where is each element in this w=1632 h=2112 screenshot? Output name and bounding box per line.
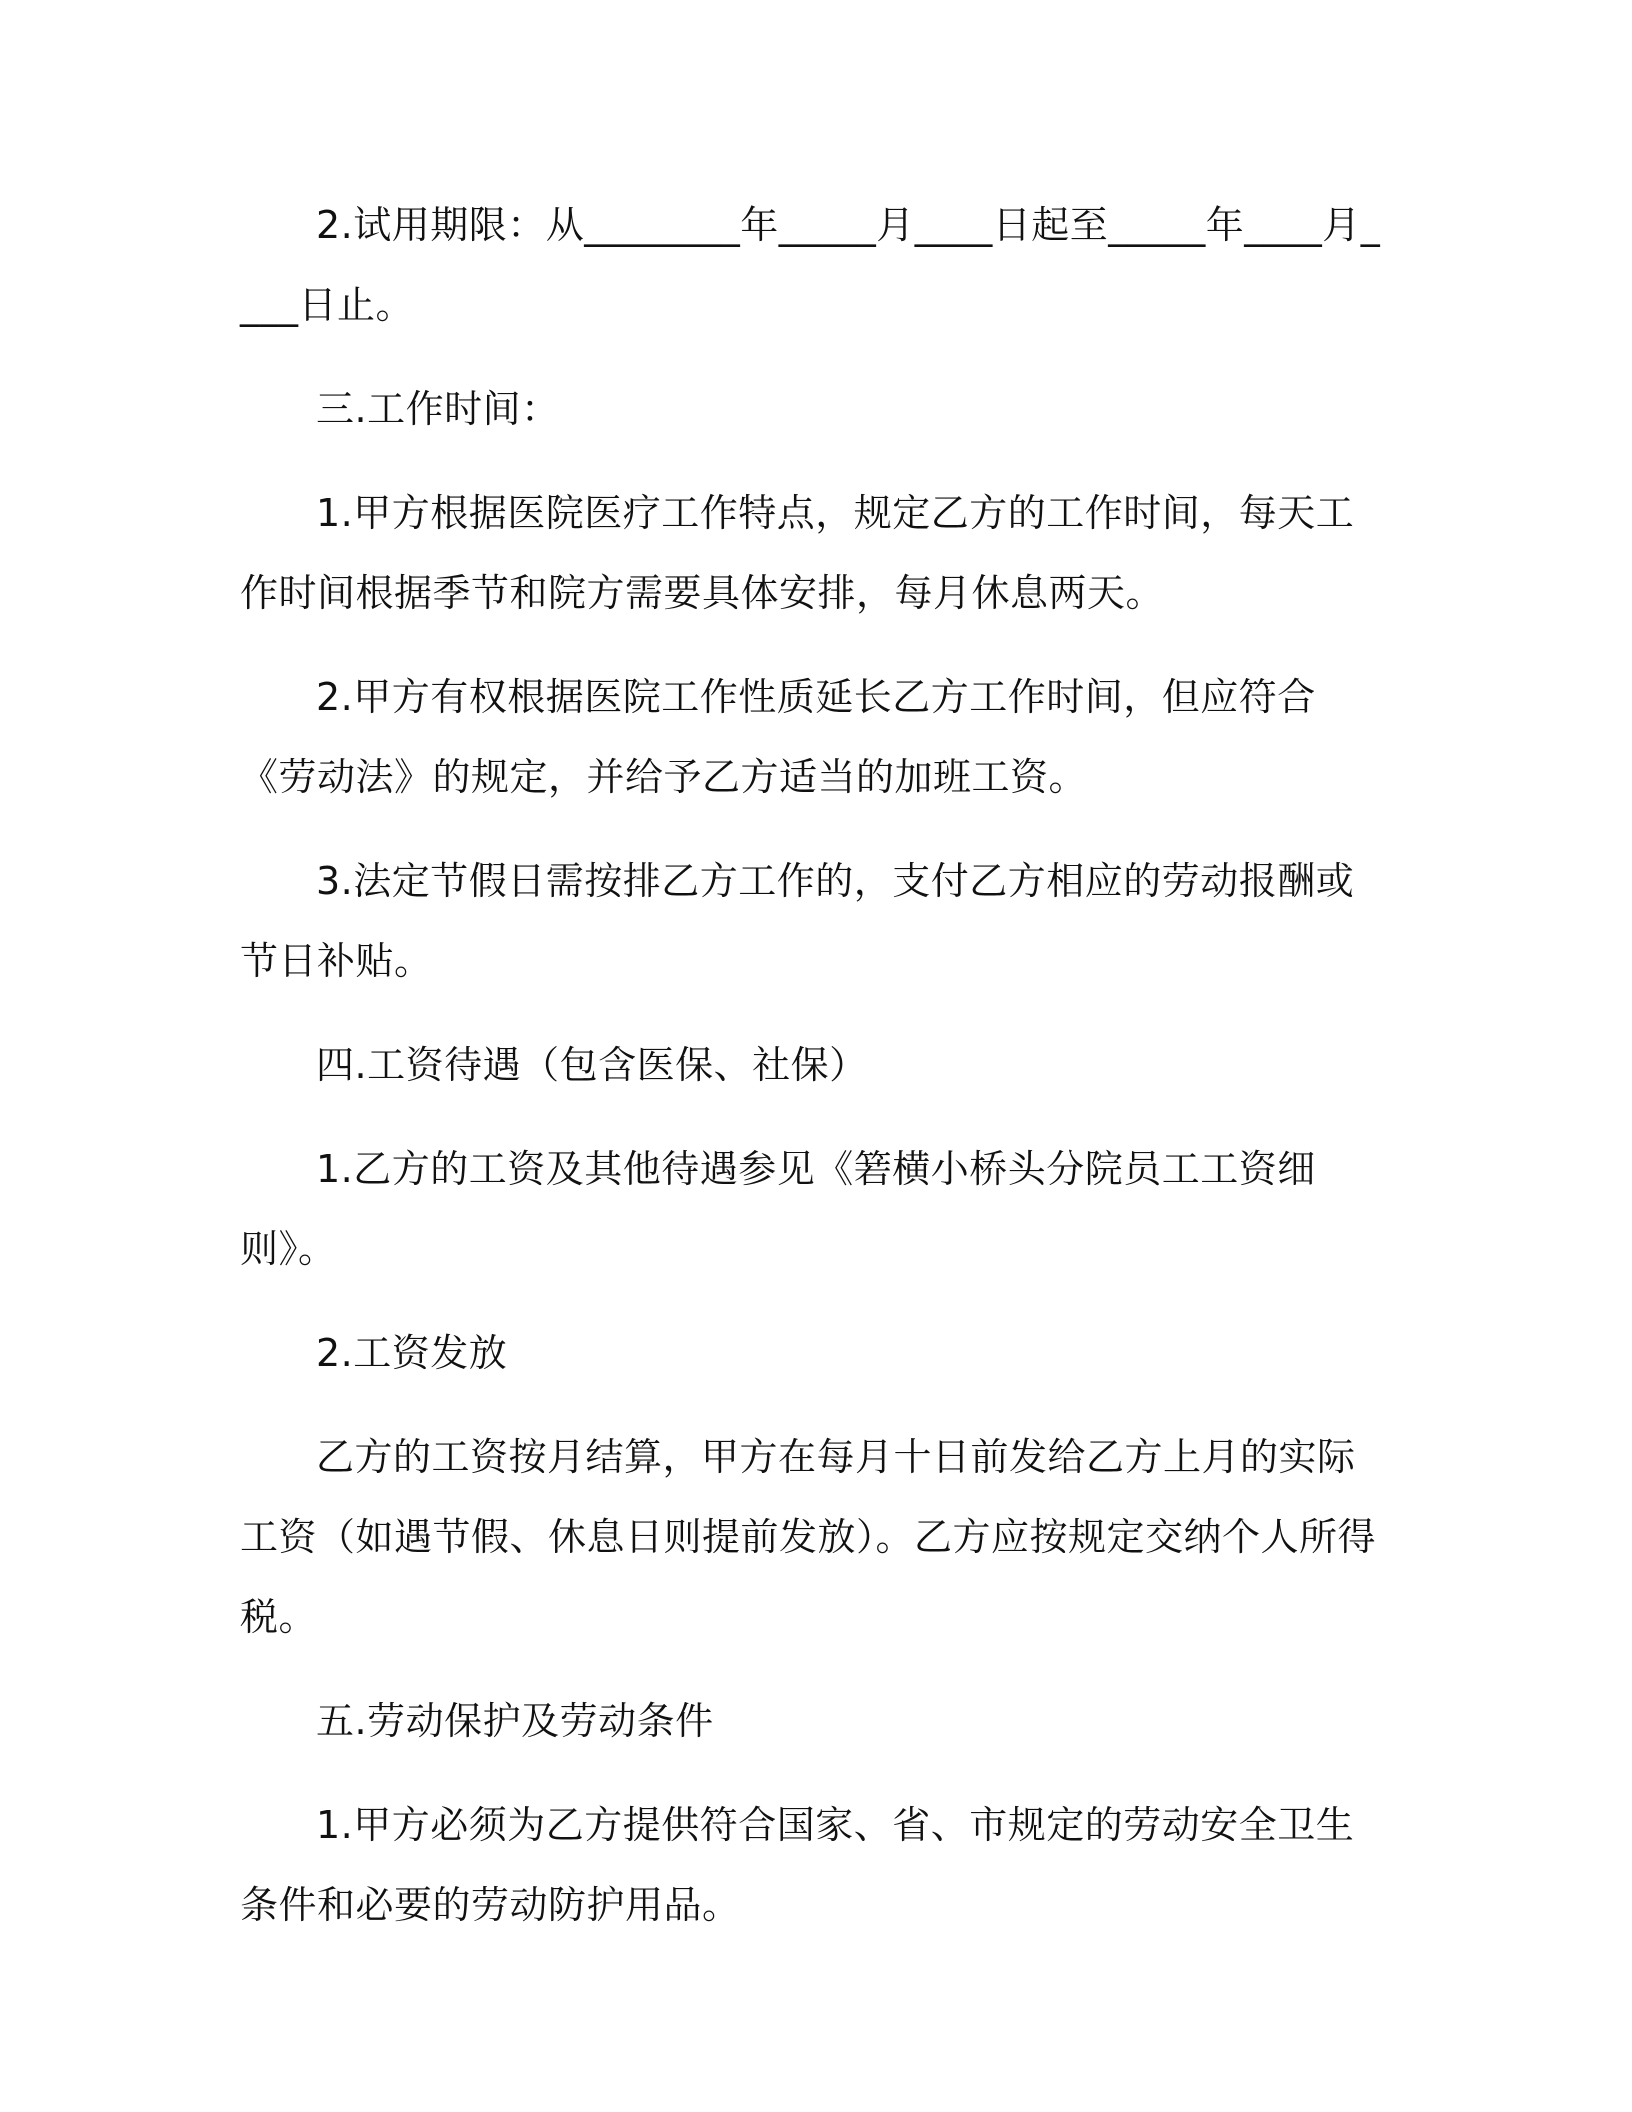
labor-protection-clause-1: 1.甲方必须为乙方提供符合国家、省、市规定的劳动安全卫生条件和必要的劳动防护用品。 bbox=[240, 1803, 1355, 1927]
section-heading-labor-protection: 五.劳动保护及劳动条件 bbox=[316, 1699, 714, 1743]
work-hours-clause-2: 2.甲方有权根据医院工作性质延长乙方工作时间，但应符合《劳动法》的规定，并给予乙方适当的加班工资。 bbox=[240, 675, 1316, 799]
section-heading-wages: 四.工资待遇（包含医保、社保） bbox=[316, 1043, 868, 1087]
section-heading-work-hours: 三.工作时间： bbox=[316, 387, 560, 431]
wages-clause-1: 1.乙方的工资及其他待遇参见《箬横小桥头分院员工工资细则》。 bbox=[240, 1147, 1316, 1271]
wage-payment-clause: 乙方的工资按月结算，甲方在每月十日前发给乙方上月的实际工资（如遇节假、休息日则提前发放）。乙方应按规定交纳个人所得税。 bbox=[240, 1435, 1377, 1639]
work-hours-clause-1: 1.甲方根据医院医疗工作特点，规定乙方的工作时间，每天工作时间根据季节和院方需要具体安排，每月休息两天。 bbox=[240, 491, 1355, 615]
document-body bbox=[240, 185, 1392, 1969]
subheading-wage-payment: 2.工资发放 bbox=[316, 1331, 508, 1375]
probation-period-clause: 2.试用期限：从________年_____月____日起至_____年____月____日止。 bbox=[240, 203, 1381, 327]
work-hours-clause-3: 3.法定节假日需按排乙方工作的，支付乙方相应的劳动报酬或节日补贴。 bbox=[240, 859, 1355, 983]
